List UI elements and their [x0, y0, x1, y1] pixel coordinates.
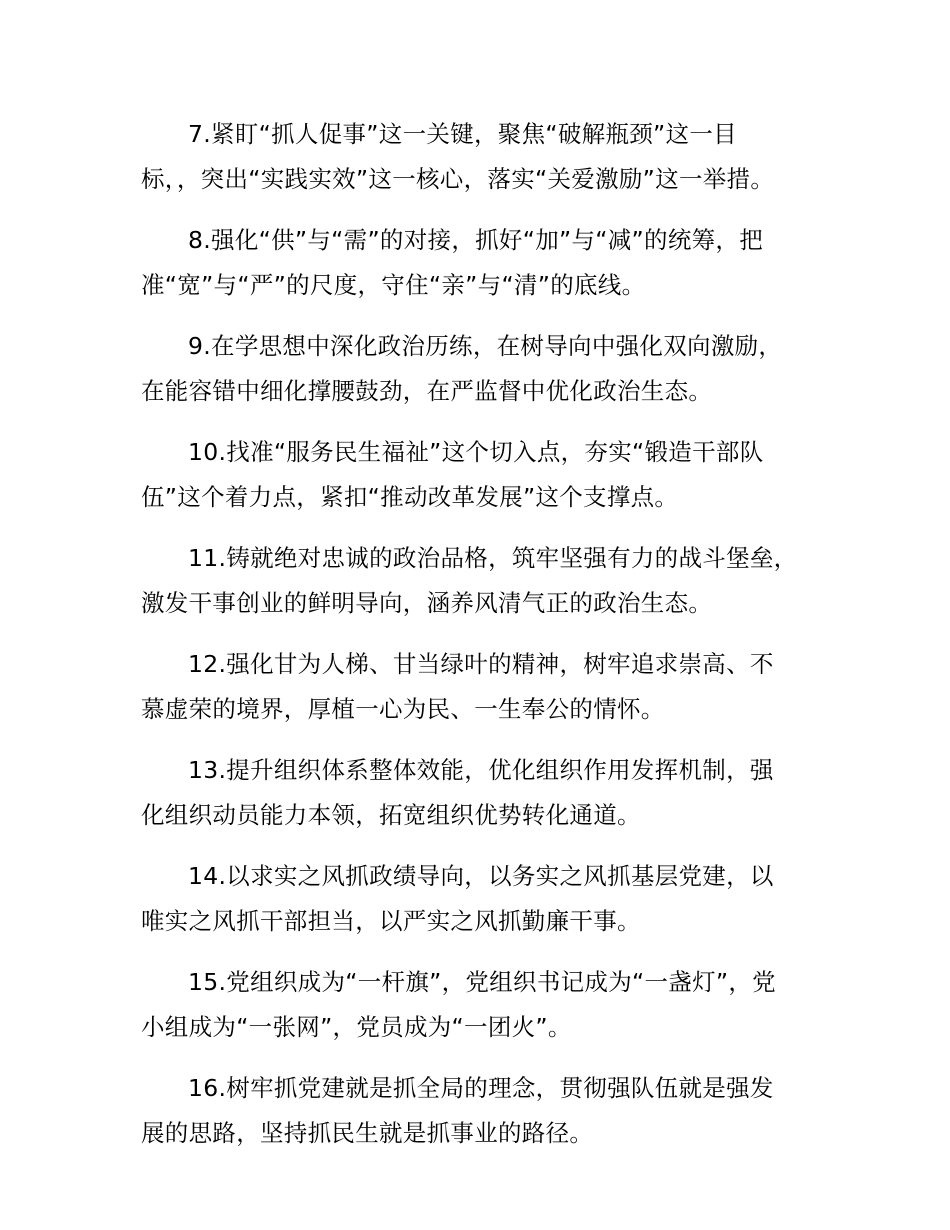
- paragraph-line: 伍”这个着力点，紧扣“推动改革发展”这个支撑点。: [141, 483, 679, 511]
- paragraph-8: [141, 218, 841, 308]
- paragraph-line: 激发干事创业的鲜明导向，涵养风清气正的政治生态。: [141, 589, 713, 617]
- paragraph-9: [141, 324, 841, 414]
- paragraph-line: 11.铸就绝对忠诚的政治品格，筑牢坚强有力的战斗堡垒，: [188, 544, 798, 572]
- paragraph-line: 16.树牢抓党建就是抓全局的理念，贯彻强队伍就是强发: [188, 1074, 774, 1102]
- paragraph-line: 小组成为“一张网”，党员成为“一团火”。: [141, 1013, 572, 1041]
- paragraph-11: [141, 536, 841, 626]
- paragraph-line: 标，，突出“实践实效”这一核心，落实“关爱激励”这一举措。: [141, 165, 775, 193]
- paragraph-13: [141, 748, 841, 838]
- paragraph-line: 化组织动员能力本领，拓宽组织优势转化通道。: [141, 801, 641, 829]
- paragraph-15: [141, 960, 841, 1050]
- document-body: [141, 112, 841, 1172]
- paragraph-16: [141, 1066, 841, 1156]
- paragraph-line: 10.找准“服务民生福祉”这个切入点，夯实“锻造干部队: [188, 438, 764, 466]
- paragraph-12: [141, 642, 841, 732]
- paragraph-line: 12.强化甘为人梯、甘当绿叶的精神，树牢追求崇高、不: [188, 650, 774, 678]
- paragraph-line: 唯实之风抓干部担当，以严实之风抓勤廉干事。: [141, 907, 641, 935]
- paragraph-line: 慕虚荣的境界，厚植一心为民、一生奉公的情怀。: [141, 695, 665, 723]
- paragraph-line: 14.以求实之风抓政绩导向，以务实之风抓基层党建，以: [188, 862, 774, 890]
- paragraph-line: 在能容错中细化撑腰鼓劲，在严监督中优化政治生态。: [141, 377, 713, 405]
- paragraph-line: 15.党组织成为“一杆旗”，党组织书记成为“一盏灯”，党: [188, 968, 776, 996]
- paragraph-line: 9.在学思想中深化政治历练，在树导向中强化双向激励，: [188, 332, 783, 360]
- paragraph-line: 7.紧盯“抓人促事”这一关键，聚焦“破解瓶颈”这一目: [188, 120, 737, 148]
- paragraph-line: 13.提升组织体系整体效能，优化组织作用发挥机制，强: [188, 756, 774, 784]
- paragraph-10: [141, 430, 841, 520]
- paragraph-line: 准“宽”与“严”的尺度，守住“亲”与“清”的底线。: [141, 271, 646, 299]
- paragraph-line: 8.强化“供”与“需”的对接，抓好“加”与“减”的统筹，把: [188, 226, 764, 254]
- paragraph-14: [141, 854, 841, 944]
- paragraph-7: [141, 112, 841, 202]
- paragraph-line: 展的思路，坚持抓民生就是抓事业的路径。: [141, 1119, 594, 1147]
